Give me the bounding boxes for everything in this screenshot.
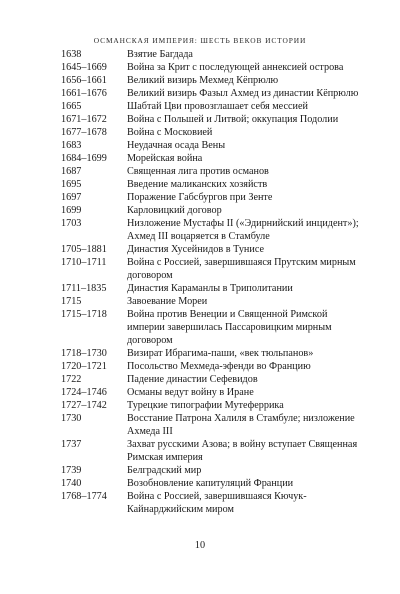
chronology-entry bbox=[61, 61, 361, 74]
chronology-entry bbox=[61, 243, 361, 256]
entry-event: Введение маликанских хозяйств bbox=[127, 179, 268, 190]
entry-date: 1661–1676 bbox=[61, 88, 107, 99]
entry-event: Война с Польшей и Литвой; оккупация Подолии bbox=[127, 114, 339, 125]
entry-date: 1718–1730 bbox=[61, 348, 107, 359]
entry-event: Турецкие типографии Мутеферрика bbox=[127, 400, 284, 411]
chronology-entry bbox=[61, 308, 361, 347]
entry-event: Великий визирь Мехмед Кёпрюлю bbox=[127, 75, 279, 86]
entry-event: Карловицкий договор bbox=[127, 205, 222, 216]
chronology-entry bbox=[61, 347, 361, 360]
entry-event: Война за Крит с последующей аннексией острова bbox=[127, 62, 344, 73]
chronology-entry bbox=[61, 360, 361, 373]
page-number: 10 bbox=[194, 540, 206, 551]
entry-date: 1677–1678 bbox=[61, 127, 107, 138]
chronology-entry bbox=[61, 464, 361, 477]
chronology-entry bbox=[61, 386, 361, 399]
entry-event: Визират Ибрагима-паши, «век тюльпанов» bbox=[127, 348, 314, 359]
entry-date: 1715–1718 bbox=[61, 309, 107, 320]
entry-event: Морейская война bbox=[127, 153, 203, 164]
entry-date: 1730 bbox=[61, 413, 82, 424]
chronology-entry bbox=[61, 139, 361, 152]
entry-date: 1720–1721 bbox=[61, 361, 107, 372]
chronology-entry bbox=[61, 256, 361, 282]
entry-event: Шабтай Цви провозглашает себя мессией bbox=[127, 101, 308, 112]
chronology-entry bbox=[61, 191, 361, 204]
chronology-entry bbox=[61, 282, 361, 295]
entry-date: 1727–1742 bbox=[61, 400, 107, 411]
entry-date: 1711–1835 bbox=[61, 283, 107, 294]
entry-date: 1722 bbox=[61, 374, 82, 385]
entry-event: Война с Московией bbox=[127, 127, 213, 138]
entry-date: 1695 bbox=[61, 179, 82, 190]
entry-date: 1739 bbox=[61, 465, 82, 476]
entry-date: 1671–1672 bbox=[61, 114, 107, 125]
running-header: ОСМАНСКАЯ ИМПЕРИЯ: ШЕСТЬ ВЕКОВ ИСТОРИИ bbox=[93, 36, 307, 45]
entry-event: Война против Венеции и Священной Римской империи завершилась Пассаровицким мирным договором bbox=[127, 309, 332, 346]
entry-date: 1705–1881 bbox=[61, 244, 107, 255]
entry-date: 1768–1774 bbox=[61, 491, 107, 502]
entry-date: 1710–1711 bbox=[61, 257, 107, 268]
chronology-entry bbox=[61, 87, 361, 100]
entry-event: Османы ведут войну в Иране bbox=[127, 387, 254, 398]
chronology-entry bbox=[61, 399, 361, 412]
entry-date: 1645–1669 bbox=[61, 62, 107, 73]
chronology-entry bbox=[61, 217, 361, 243]
entry-date: 1638 bbox=[61, 49, 82, 60]
chronology-entry bbox=[61, 490, 361, 516]
entry-event: Посольство Мехмеда-эфенди во Францию bbox=[127, 361, 311, 372]
chronology-entry bbox=[61, 438, 361, 464]
entry-event: Взятие Багдада bbox=[127, 49, 193, 60]
entry-date: 1697 bbox=[61, 192, 82, 203]
entry-event: Захват русскими Азова; в войну вступает Священная Римская империя bbox=[127, 439, 358, 463]
entry-event: Белградский мир bbox=[127, 465, 202, 476]
entry-event: Династия Караманлы в Триполитании bbox=[127, 283, 293, 294]
entry-event: Падение династии Сефевидов bbox=[127, 374, 258, 385]
entry-event: Великий визирь Фазыл Ахмед из династии Кёпрюлю bbox=[127, 88, 359, 99]
chronology-entry bbox=[61, 178, 361, 191]
entry-date: 1737 bbox=[61, 439, 82, 450]
chronology-entry bbox=[61, 373, 361, 386]
entry-date: 1724–1746 bbox=[61, 387, 107, 398]
chronology-entry bbox=[61, 204, 361, 217]
entry-event: Война с Россией, завершившаяся Кючук-Кайнарджийским миром bbox=[127, 491, 307, 515]
chronology-entry bbox=[61, 295, 361, 308]
chronology-entry bbox=[61, 412, 361, 438]
chronology-entry bbox=[61, 152, 361, 165]
chronology-entry bbox=[61, 113, 361, 126]
entry-event: Возобновление капитуляций Франции bbox=[127, 478, 294, 489]
entry-date: 1715 bbox=[61, 296, 82, 307]
entry-event: Война с Россией, завершившаяся Прутским мирным договором bbox=[127, 257, 356, 281]
chronology-entry bbox=[61, 48, 361, 61]
chronology-entry bbox=[61, 126, 361, 139]
entry-event: Династия Хусейнидов в Тунисе bbox=[127, 244, 264, 255]
entry-date: 1656–1661 bbox=[61, 75, 107, 86]
entry-event: Низложение Мустафы II («Эдирнийский инцидент»); Ахмед III воцаряется в Стамбуле bbox=[127, 218, 359, 242]
entry-date: 1684–1699 bbox=[61, 153, 107, 164]
entry-date: 1683 bbox=[61, 140, 82, 151]
entry-date: 1740 bbox=[61, 478, 82, 489]
entry-event: Неудачная осада Вены bbox=[127, 140, 226, 151]
entry-date: 1699 bbox=[61, 205, 82, 216]
entry-date: 1687 bbox=[61, 166, 82, 177]
entry-event: Священная лига против османов bbox=[127, 166, 269, 177]
chronology-entry bbox=[61, 100, 361, 113]
chronology-list bbox=[61, 48, 361, 516]
entry-event: Восстание Патрона Халиля в Стамбуле; низложение Ахмеда III bbox=[127, 413, 355, 437]
chronology-entry bbox=[61, 477, 361, 490]
chronology-entry bbox=[61, 74, 361, 87]
entry-event: Поражение Габсбургов при Зенте bbox=[127, 192, 273, 203]
entry-date: 1665 bbox=[61, 101, 82, 112]
chronology-entry bbox=[61, 165, 361, 178]
entry-event: Завоевание Мореи bbox=[127, 296, 208, 307]
entry-date: 1703 bbox=[61, 218, 82, 229]
